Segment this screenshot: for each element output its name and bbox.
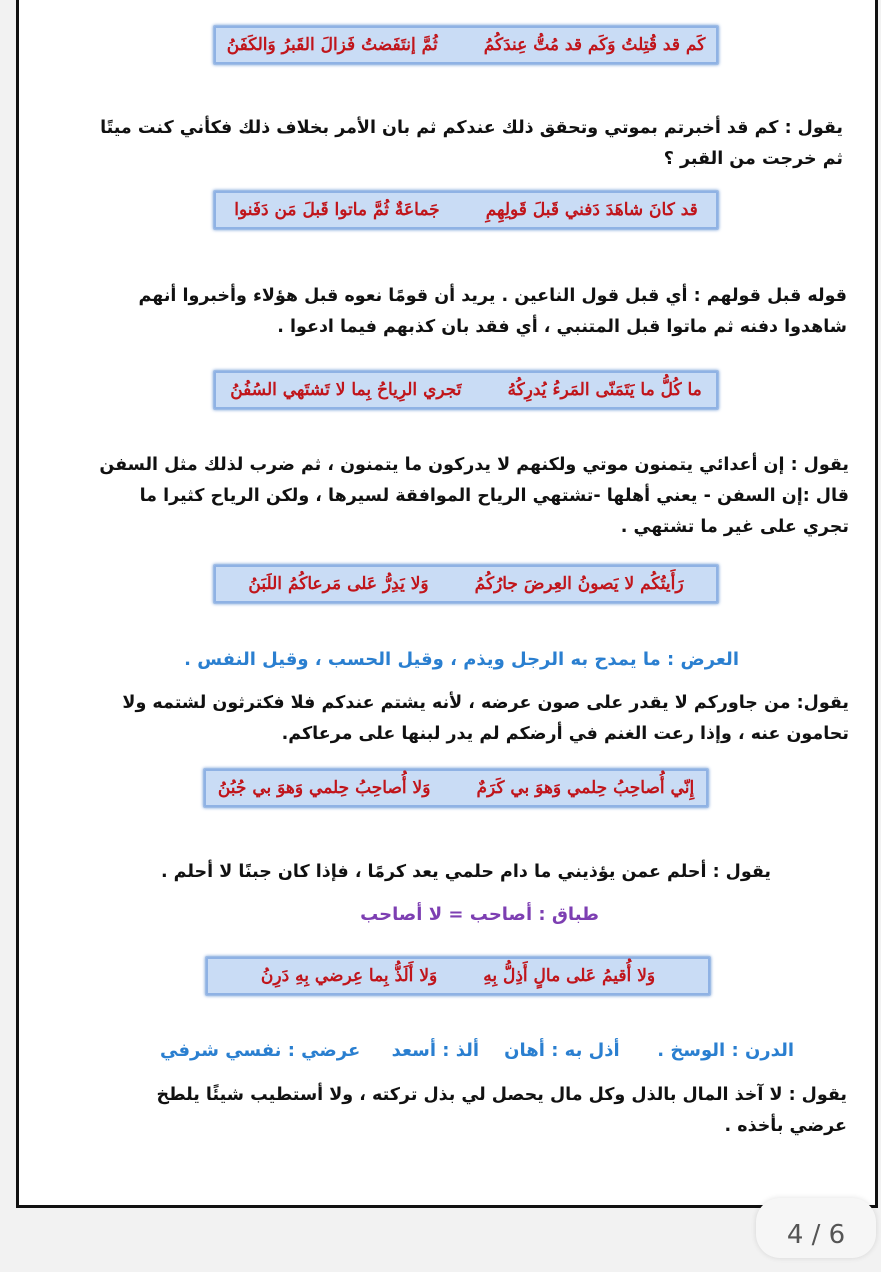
- verse-first-hemistich: ما كُلُّ ما يَتَمَنّى المَرءُ يُدرِكُهُ: [507, 380, 702, 400]
- verse-first-hemistich: قد كانَ شاهَدَ دَفني قَبلَ قَولِهِمِ: [485, 200, 698, 220]
- verse-second-hemistich: تَجري الرِياحُ بِما لا تَشتَهي السُفُنُ: [230, 380, 462, 400]
- verse-box: [213, 190, 719, 230]
- verse-first-hemistich: إِنّي أُصاحِبُ حِلمي وَهوَ بي كَرَمٌ: [476, 778, 695, 798]
- verse-first-hemistich: وَلا أُقيمُ عَلى مالٍ أَذِلُّ بِهِ: [483, 966, 656, 986]
- vocabulary-gloss: الدرن : الوسخ . أذل به : أهان ألذ : أسعد عرضي : نفسي شرفي: [160, 1040, 794, 1061]
- explanation-paragraph: يقول : أحلم عمن يؤذيني ما دام حلمي يعد كرمًا ، فإذا كان جبنًا لا أحلم .: [160, 862, 771, 882]
- explanation-paragraph: يقول : لا آخذ المال بالذل وكل مال يحصل لي بذل تركته ، ولا أستطيب شيئًا يلطخ عرضي بأخذه .: [156, 1085, 847, 1136]
- verse-second-hemistich: وَلا يَدِرُّ عَلى مَرعاكُمُ اللَبَنُ: [248, 574, 429, 594]
- verse-box: [213, 564, 719, 604]
- verse-second-hemistich: وَلا أُصاحِبُ حِلمي وَهوَ بي جُبُنُ: [217, 778, 431, 798]
- verse-box: [213, 25, 719, 65]
- verse-second-hemistich: ثُمَّ إنتَفَضتُ فَزالَ القَبرُ وَالكَفَنُ: [226, 35, 438, 55]
- explanation-paragraph: قوله قبل قولهم : أي قبل قول الناعين . يريد أن قومًا نعوه قبل هؤلاء وأخبروا أنهم شاهدوا دفنه ثم ماتوا قبل المتنبي ، أي فقد بان كذبهم فيما ادعوا .: [138, 286, 847, 337]
- document-page: [16, 0, 878, 1208]
- explanation-paragraph: يقول : كم قد أخبرتم بموتي وتحقق ذلك عندكم ثم بان الأمر بخلاف ذلك فكأني كنت ميتًا ثم خرجت من القبر ؟: [100, 118, 843, 169]
- explanation-paragraph: يقول: من جاوركم لا يقدر على صون عرضه ، لأنه يشتم عندكم فلا فكترثون لشتمه ولا تحامون عنه ، وإذا رعت الغنم في أرضكم لم يدر لبنها على مرعاكم.: [122, 693, 849, 744]
- page-number-indicator: 4 / 6: [756, 1198, 876, 1258]
- verse-box: [213, 370, 719, 410]
- verse-box: [203, 768, 709, 808]
- explanation-paragraph: يقول : إن أعدائي يتمنون موتي ولكنهم لا يدركون ما يتمنون ، ثم ضرب لذلك مثل السفن قال :إن السفن - يعني أهلها -تشتهي الرياح الموافقة لسيرها ، ولكن الرياح كثيرا ما تجري على غير ما تشتهي .: [99, 455, 849, 537]
- verse-box: [205, 956, 711, 996]
- rhetoric-note: طباق : أصاحب = لا أصاحب: [360, 904, 599, 925]
- verse-first-hemistich: كَم قد قُتِلتُ وَكَم قد مُتُّ عِندَكُمُ: [483, 35, 706, 55]
- verse-first-hemistich: رَأَيتُكُم لا يَصونُ العِرضَ جارُكُمُ: [474, 574, 684, 594]
- vocabulary-gloss: العرض : ما يمدح به الرجل ويذم ، وقيل الحسب ، وقيل النفس .: [184, 649, 739, 670]
- verse-second-hemistich: جَماعَةٌ ثُمَّ ماتوا قَبلَ مَن دَفَنوا: [234, 200, 440, 220]
- verse-second-hemistich: وَلا أَلَذُّ بِما عِرضي بِهِ دَرِنُ: [260, 966, 438, 986]
